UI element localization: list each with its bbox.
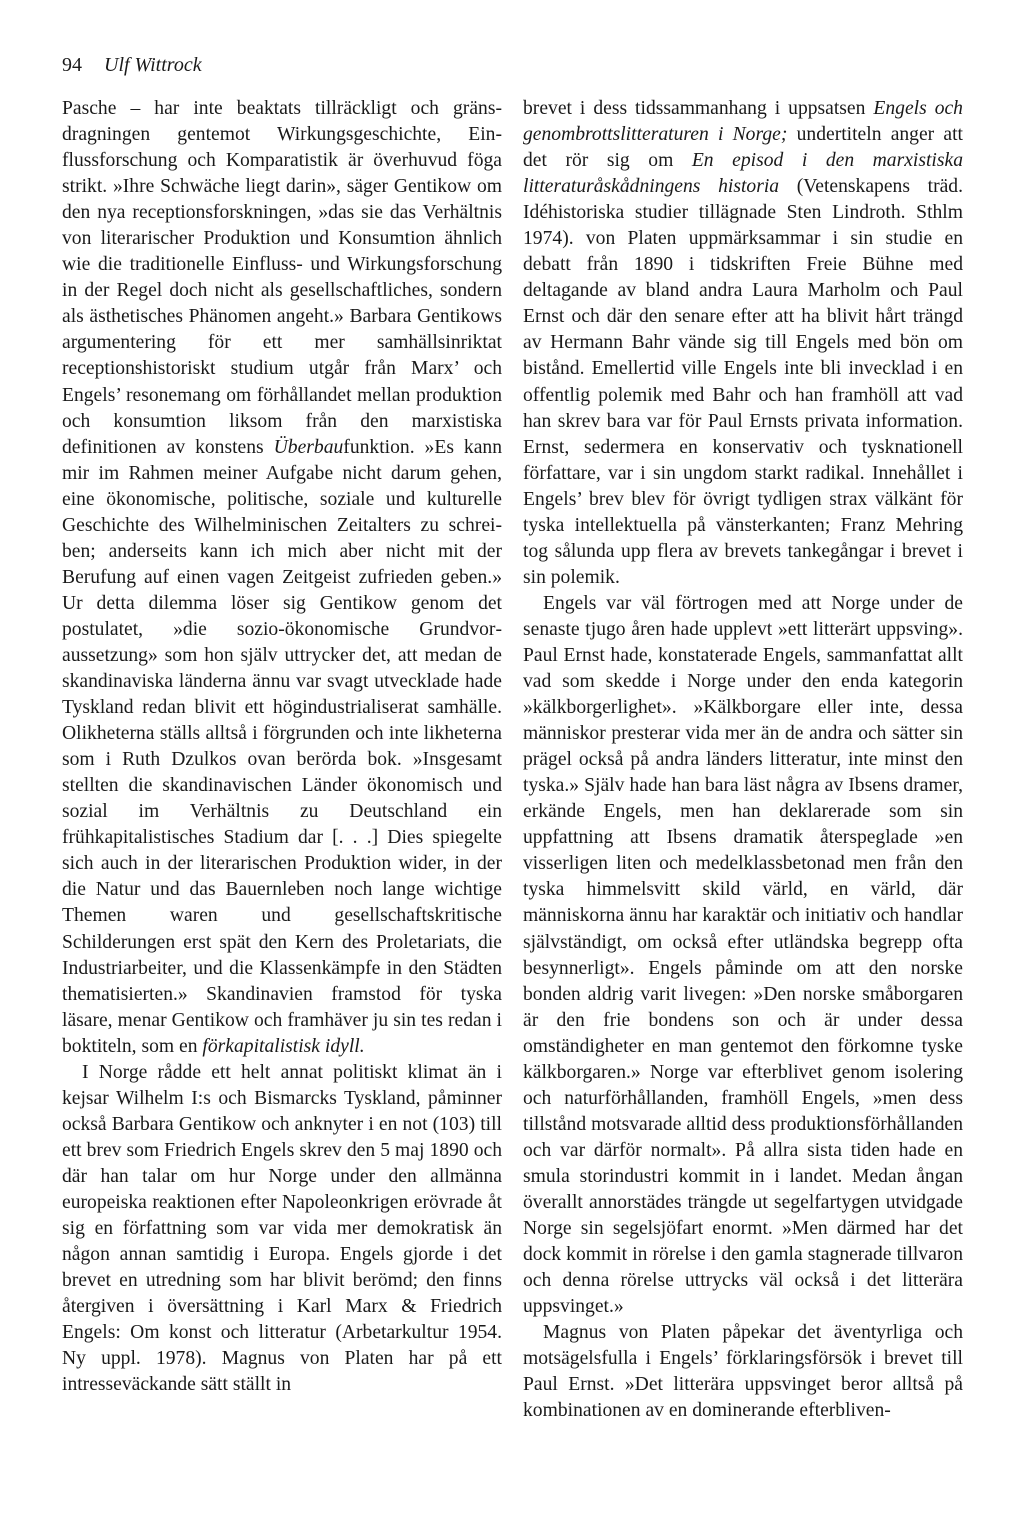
- running-head: [62, 52, 202, 78]
- running-title: Ulf Wittrock: [104, 54, 202, 76]
- right-p1-text-a: brevet i dess tidssammanhang i uppsatsen: [523, 98, 874, 119]
- left-p1-text-c: funktion. »Es kann mir im Rahmen meiner Aufgabe nicht darum gehen, eine ökonomische, politische, soziale und kulturelle Geschichte des Wilhelminischen Zeitalters zu schreiben; anderseits kann ich mich aber nicht mit der Berufung auf einen vagen Zeitgeist zufrieden geben.» Ur detta dilemma löser sig Gentikow genom det postulatet, »die sozio-ökonomische Grundvoraussetzung» som hon själv uttrycker det, att medan de skandinaviska länderna ännu var svagt utvecklade hade Tyskland redan blivit ett högindustrialiserat samhälle. Olikheterna ställs alltså i förgrunden och inte likheterna som i Ruth Dzulkos ovan berörda bok. »Insgesamt stellten die skandinavischen Länder ökonomisch und sozial im Verhältnis zu Deutschland ein frühkapitalistisches Stadium dar [. . .] Dies spiegelte sich auch in der literarischen Produktion wider, in der die Natur und das Bauernleben noch lange wichtige Themen waren und gesellschaftskritische Schilderungen erst spät den Kern des Proletariats, die Industriarbeiter, und die Klassenkämpfe in den Städten thematisierten.» Skandinavien framstod för tyska läsare, menar Gentikow och framhäver ju sin tes redan i boktiteln, som en: [62, 436, 502, 1057]
- left-p1-italic-uberbau: Überbau: [273, 436, 344, 458]
- right-paragraph-3: Magnus von Platen påpekar det äventyrliga och motsägelsfulla i Engels’ förklaringsförsök i brevet till Paul Ernst. »Det litterära uppsvinget beror alltså på kombinationen av en dominerande efterbliven-: [523, 1322, 963, 1422]
- right-p1-text-e: (Vetenskapens träd. Idéhistoriska studier tillägnade Sten Lindroth. Sthlm 1974). von Platen uppmärksammar i sin studie en debatt från 1890 i tidskriften Freie Bühne med deltagande av bland andra Laura Marholm och Paul Ernst och där den senare efter att ha blivit hårt trängd av Hermann Bahr vände sig till Engels med bön om bistånd. Emellertid ville Engels inte bli invecklad i en offentlig polemik med Bahr och han framhöll att vad han skrev bara var för Paul Ernsts privata information. Ernst, sedermera en konservativ och tysknationell författare, var i sin ungdom starkt radikal. Innehållet i Engels’ brev blev för övrigt tydligen strax välkänt för tyska intellektuella på vänsterkanten; Franz Mehring tog sålunda upp flera av brevets tankegångar i brevet i sin polemik.: [523, 176, 964, 588]
- left-column: [62, 96, 502, 1398]
- right-p1-text-c: undertiteln anger att det rör sig om: [523, 124, 963, 172]
- right-column: [523, 96, 963, 1424]
- right-p1-italic-title: Engels och genombrottslitteraturen i Norge;: [523, 98, 963, 146]
- right-paragraph-2: Engels var väl förtrogen med att Norge under de senaste tjugo åren hade upplevt »ett litterärt uppsving». Paul Ernst hade, konstaterade Engels, sammanfattat allt vad som skedde i Norge under den enda kategorin »kälkborgerlighet». »Kälkborgare eller inte, dessa människor presterar vida mer än de andra och sätter sin prägel också på andra länders litteratur, inte minst den tyska.» Själv hade han bara läst några av Ibsens dramer, erkände Engels, men han deklarerade som sin uppfattning att Ibsens dramatik återspeglade »en visserligen liten och medelklassbetonad men från den tyska himmelsvitt skild värld, en värld, där människorna ännu har karaktär och initiativ och handlar självständigt, om också efter utländska begrepp ofta besynnerligt». Engels påminde om att den norske bonden aldrig varit livegen: »Den norske småborgaren är den frie bondens son och är under dessa omständigheter en man gentemot den förkomne tyske kälkborgaren.» Norge var efterblivet genom isolering och naturförhållanden, framhöll Engels, »men dess tillstånd motsvarade alltid dess produktionsförhållanden och var därför normalt». På allra sista tiden hade en smula storindustri kommit in i landet. Medan ångan överallt annorstädes trängde ut segelfartygen utvidgade Norge sin segelsjöfart enormt. »Men därmed har det dock kommit in rörelse i den gamla stagnerade tillvaron och denna rörelse uttrycks väl också i det litterära uppsvinget.»: [523, 592, 963, 1318]
- right-p1-italic-subtitle: En episod i den marxistiska litteraturåskådningens historia: [523, 150, 963, 198]
- left-p1-italic-idyll: förkapitalistisk idyll.: [202, 1035, 365, 1057]
- left-paragraph-2: I Norge rådde ett helt annat politiskt klimat än i kejsar Wilhelm I:s och Bismarcks Tyskland, påminner också Barbara Gentikow och anknyter i en not (103) till ett brev som Friedrich Engels skrev den 5 maj 1890 och där han talar om hur Norge under den allmänna europeiska reaktionen efter Napoleonkrigen erövrade åt sig en författning som var vida mer demokratisk än någon annan samtidig i Europa. Engels gjorde i det brevet en utredning som har blivit berömd; den finns återgiven i översättning i Karl Marx & Friedrich Engels: Om konst och litteratur (Arbetarkultur 1954. Ny uppl. 1978). Magnus von Platen har på ett intresseväckande sätt ställt in: [62, 1061, 502, 1396]
- right-paragraph-1: [523, 96, 963, 591]
- page-number: 94: [62, 54, 82, 76]
- left-p1-text-a: Pasche – har inte beaktats tillräckligt och gränsdragningen gentemot Wirkungsgeschichte, Einflussforschung och Komparatistik är överhuvud föga strikt. »Ihre Schwäche liegt darin», säger Gentikow om den nya receptionsforskningen, »das sie das Verhältnis von literarischer Produktion und Konsumtion ähnlich wie die traditionelle Einfluss- und Wirkungsforschung in der Regel doch nicht als gesellschaftliches, sondern als ästhetisches Phänomen angeht.» Barbara Gentikows argumentering för ett mer samhällsinriktat receptionshistoriskt studium utgår från Marx’ och Engels’ resonemang om förhållandet mellan produktion och konsumtion liksom från den marxistiska definitionen av konstens: [62, 98, 502, 458]
- left-paragraph-1: [62, 96, 502, 1060]
